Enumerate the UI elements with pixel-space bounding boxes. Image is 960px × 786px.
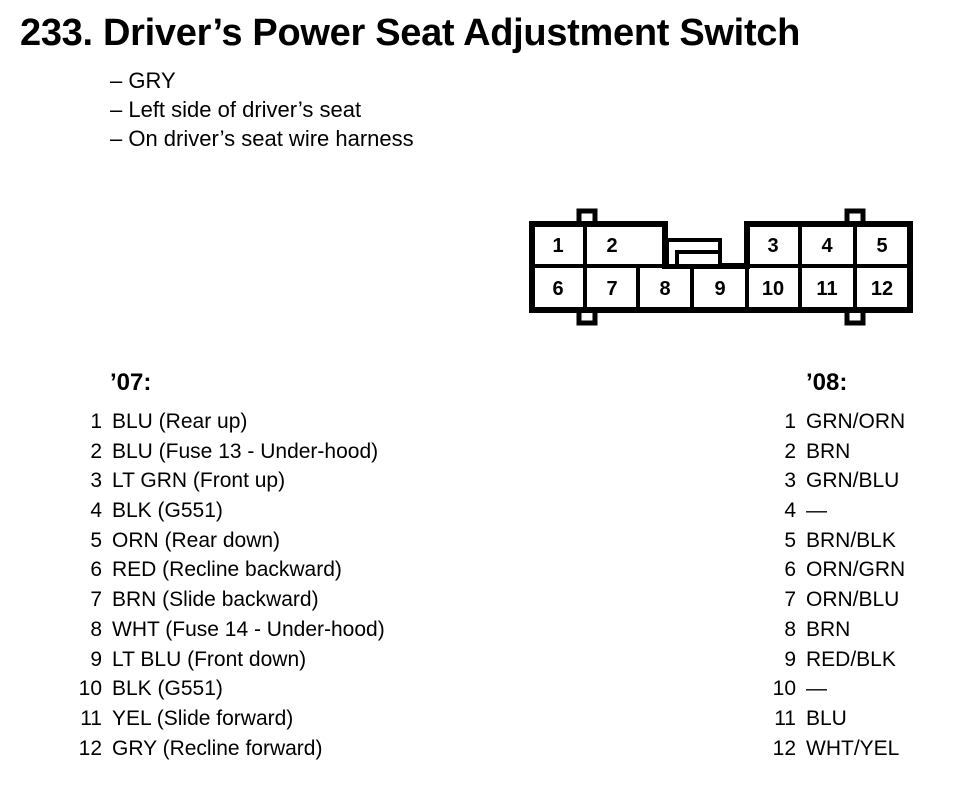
pinout-row xyxy=(764,734,905,764)
pinout-row xyxy=(70,585,385,615)
wire-description: BLK (G551) xyxy=(112,677,223,701)
pin-number: 8 xyxy=(784,617,796,641)
pin-number: 12 xyxy=(772,736,796,760)
pinout-list-2008 xyxy=(764,407,905,763)
cavity-label-4: 4 xyxy=(821,235,833,257)
pin-number: 7 xyxy=(90,588,102,612)
wire-color: BRN xyxy=(806,439,851,463)
connector-notes xyxy=(110,66,414,153)
pinout-row xyxy=(764,704,905,734)
pinout-row xyxy=(764,615,905,645)
pin-number: 9 xyxy=(90,647,102,671)
pinout-row xyxy=(70,407,385,437)
pin-number: 6 xyxy=(90,558,102,582)
wire-color: BRN xyxy=(806,617,851,641)
wire-description: LT BLU (Front down) xyxy=(112,647,307,671)
pin-number: 6 xyxy=(784,558,796,582)
wire-color: ORN/BLU xyxy=(806,588,900,612)
wire-description: BLU (Fuse 13 - Under-hood) xyxy=(112,439,379,463)
pin-number: 7 xyxy=(784,588,796,612)
note-color: – GRY xyxy=(110,68,176,93)
pin-number: 2 xyxy=(90,439,102,463)
cavity-label-3: 3 xyxy=(767,235,779,257)
wire-description: RED (Recline backward) xyxy=(112,558,342,582)
wire-description: ORN (Rear down) xyxy=(112,528,281,552)
pin-number: 11 xyxy=(80,706,102,730)
connector-svg xyxy=(528,207,914,327)
pin-number: 9 xyxy=(784,647,796,671)
connector-latch-inner xyxy=(677,252,720,266)
wire-color: — xyxy=(806,677,827,701)
wire-color: WHT/YEL xyxy=(806,736,900,760)
pinout-row xyxy=(764,555,905,585)
cavity-label-2: 2 xyxy=(606,235,618,257)
pin-number: 5 xyxy=(90,528,102,552)
cavity-label-6: 6 xyxy=(552,278,564,300)
wire-color: GRN/ORN xyxy=(806,410,906,433)
pinout-row xyxy=(70,674,385,704)
wire-color: ORN/GRN xyxy=(806,558,906,582)
pin-number: 5 xyxy=(784,528,796,552)
pinout-row xyxy=(70,615,385,645)
pin-number: 1 xyxy=(90,410,102,433)
pinout-row xyxy=(70,496,385,526)
connector-face-diagram xyxy=(528,207,914,327)
pinout-row xyxy=(70,734,385,764)
cavity-label-8: 8 xyxy=(659,278,671,300)
pin-number: 2 xyxy=(784,439,796,463)
page-title: 233. Driver’s Power Seat Adjustment Switch xyxy=(20,12,801,54)
pinout-row xyxy=(764,526,905,556)
pin-number: 4 xyxy=(784,499,796,523)
pin-number: 10 xyxy=(772,677,796,701)
pinout-row xyxy=(764,466,905,496)
wire-color: BLU xyxy=(806,706,847,730)
pinout-row xyxy=(764,674,905,704)
note-harness: – On driver’s seat wire harness xyxy=(110,126,414,151)
year-2007-heading: ’07: xyxy=(110,369,152,396)
pin-number: 1 xyxy=(784,410,796,433)
pinout-row xyxy=(764,645,905,675)
pin-number: 4 xyxy=(90,499,102,523)
wire-description: LT GRN (Front up) xyxy=(112,469,286,493)
pinout-row xyxy=(70,645,385,675)
pinout-row xyxy=(764,407,905,437)
wire-description: BRN (Slide backward) xyxy=(112,588,319,612)
pinout-row xyxy=(70,704,385,734)
pin-number: 11 xyxy=(774,706,796,730)
pin-number: 3 xyxy=(784,469,796,493)
year-2008-heading: ’08: xyxy=(806,369,848,396)
cavity-label-7: 7 xyxy=(606,278,618,300)
wire-description: WHT (Fuse 14 - Under-hood) xyxy=(112,617,385,641)
wire-color: GRN/BLU xyxy=(806,469,900,493)
pinout-row xyxy=(70,437,385,467)
cavity-label-9: 9 xyxy=(714,278,726,300)
pin-number: 10 xyxy=(78,677,102,701)
pinout-row xyxy=(764,496,905,526)
pinout-list-2007 xyxy=(70,407,385,763)
wire-color: BRN/BLK xyxy=(806,528,896,552)
pin-number: 8 xyxy=(90,617,102,641)
wire-description: GRY (Recline forward) xyxy=(112,736,323,760)
wire-description: BLK (G551) xyxy=(112,499,223,523)
cavity-label-12: 12 xyxy=(870,278,894,300)
cavity-label-1: 1 xyxy=(552,235,564,257)
wire-description: BLU (Rear up) xyxy=(112,410,248,433)
cavity-label-11: 11 xyxy=(816,278,838,300)
pin-number: 3 xyxy=(90,469,102,493)
wire-color: RED/BLK xyxy=(806,647,896,671)
pinout-row xyxy=(70,526,385,556)
note-location: – Left side of driver’s seat xyxy=(110,97,362,122)
pinout-row xyxy=(70,555,385,585)
pin-number: 12 xyxy=(78,736,102,760)
pinout-row xyxy=(764,437,905,467)
wire-description: YEL (Slide forward) xyxy=(112,706,294,730)
cavity-label-5: 5 xyxy=(876,235,888,257)
pinout-row xyxy=(70,466,385,496)
wire-color: — xyxy=(806,499,827,523)
cavity-label-10: 10 xyxy=(761,278,785,300)
pinout-row xyxy=(764,585,905,615)
